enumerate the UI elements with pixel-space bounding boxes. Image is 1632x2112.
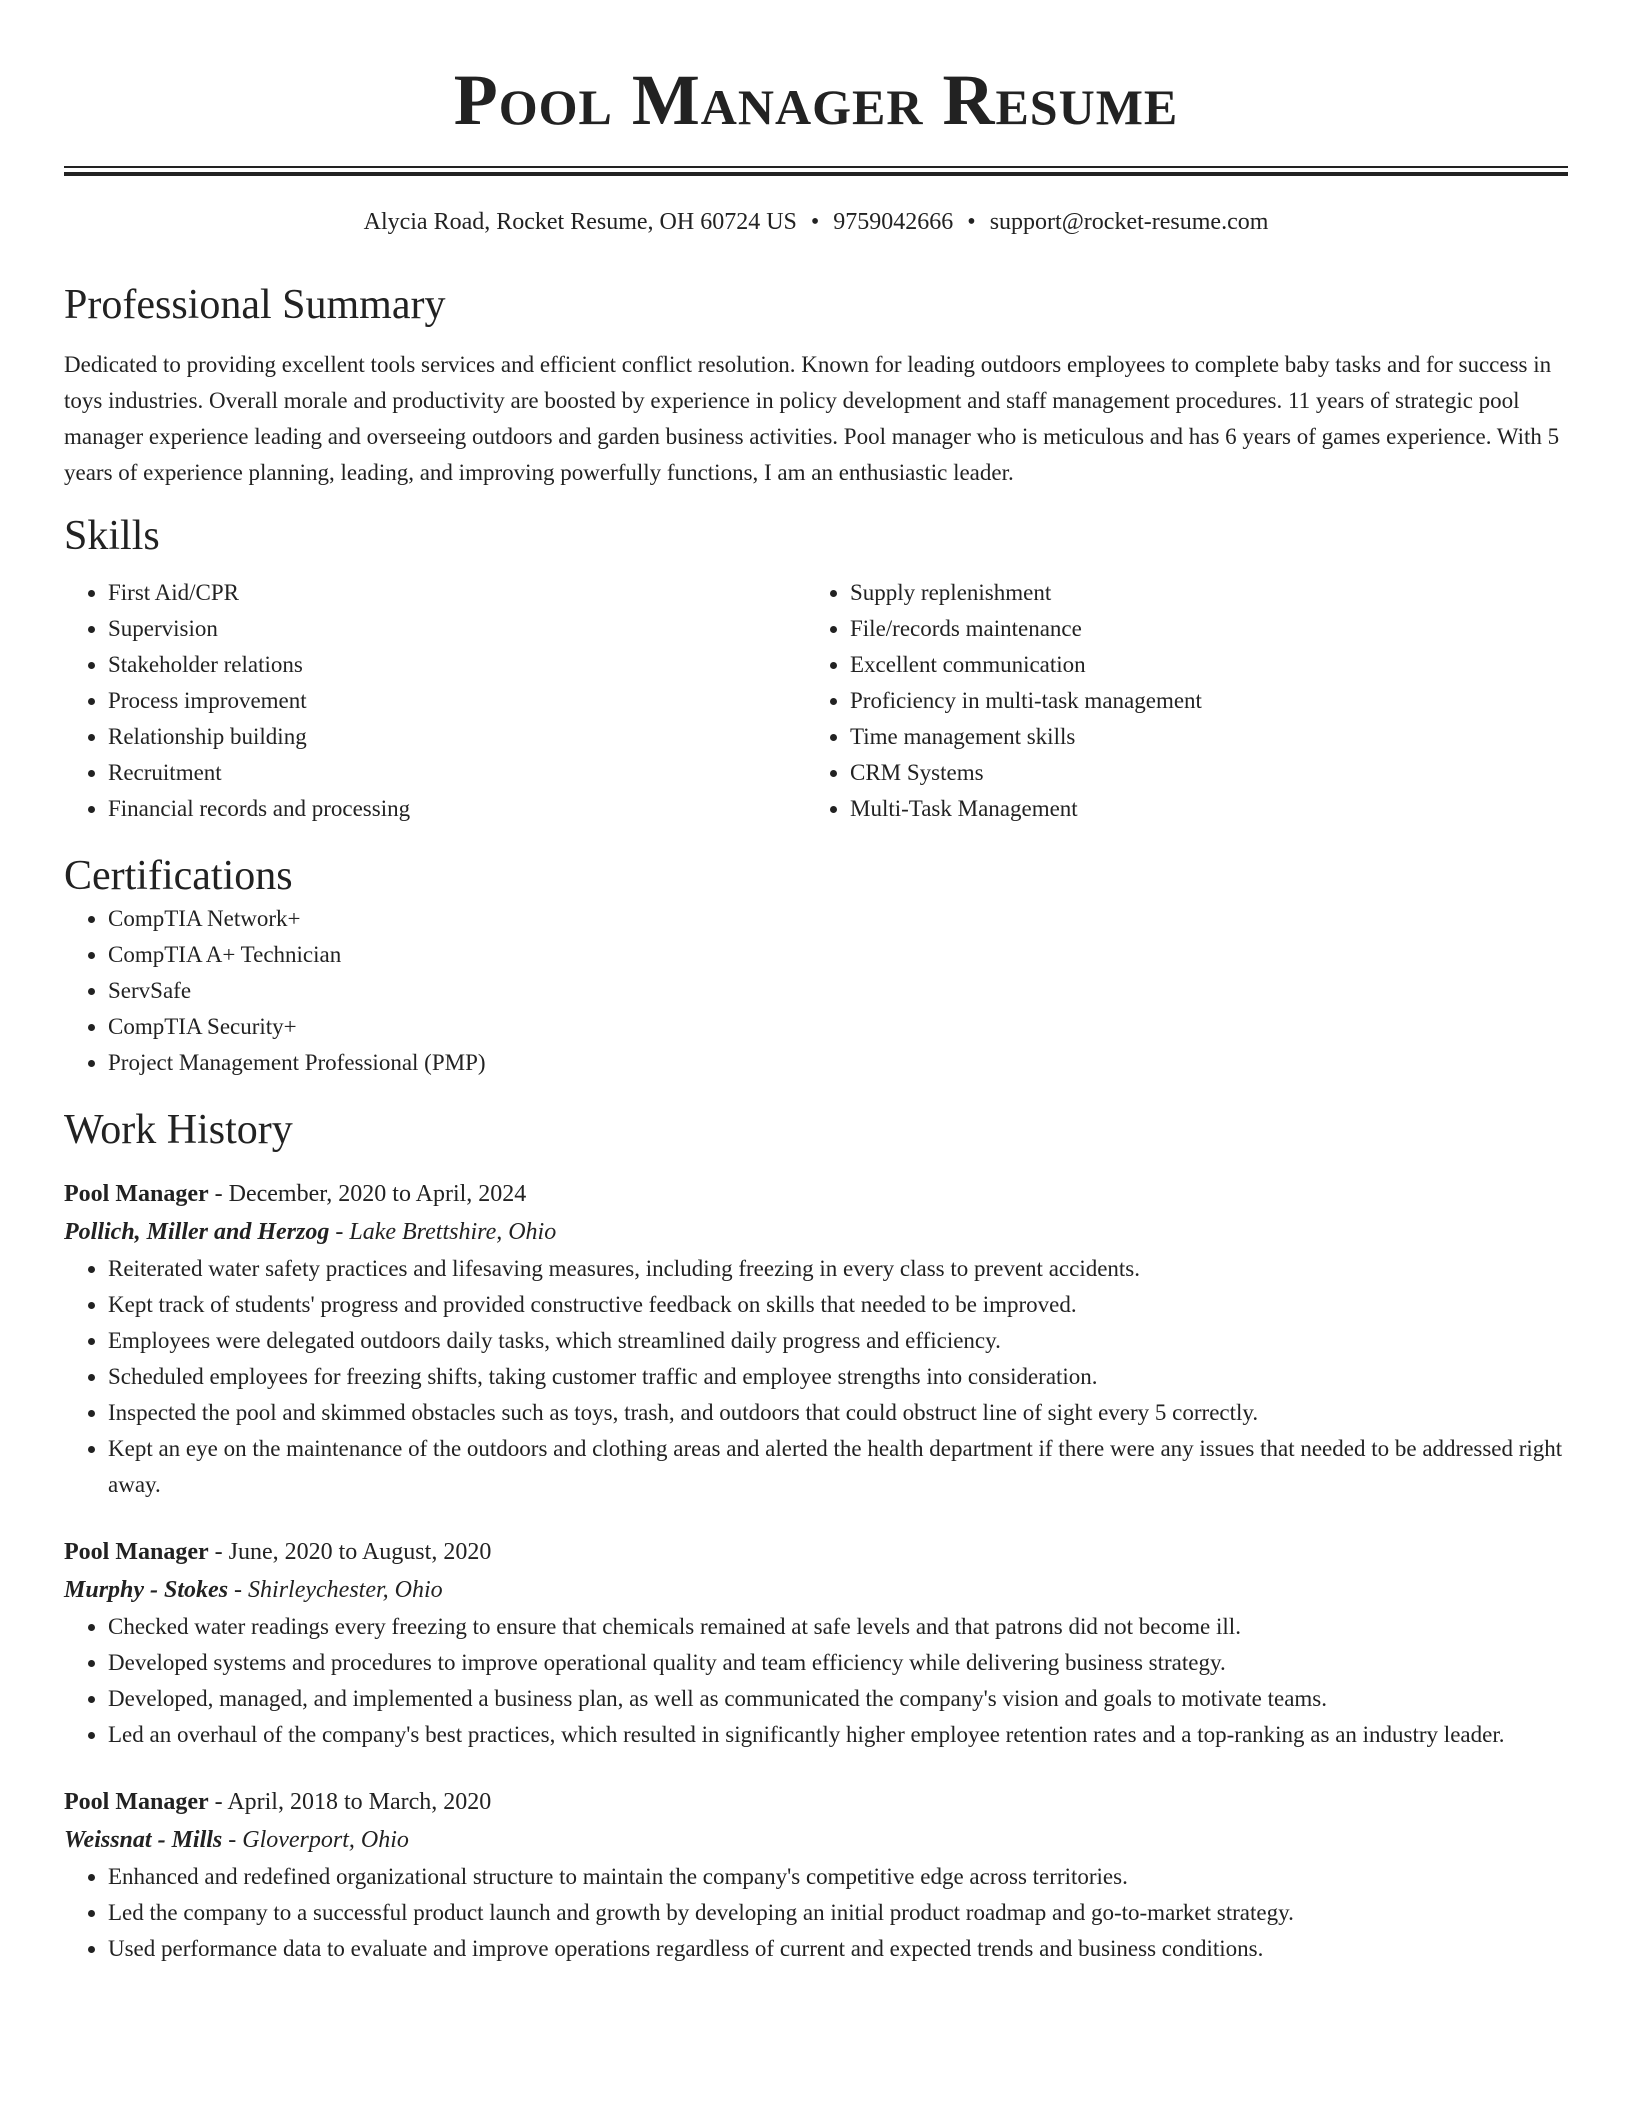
skills-column-right <box>806 575 1548 827</box>
work-history-heading: Work History <box>64 1107 293 1153</box>
job-title-line: Pool Manager - June, 2020 to August, 2020 <box>64 1539 492 1565</box>
skill-item: • Relationship building <box>108 719 806 755</box>
contact-phone: 9759042666 <box>833 209 954 235</box>
skill-item: • Proficiency in multi-task management <box>850 683 1548 719</box>
contact-line <box>64 206 1568 238</box>
skill-item: • Supervision <box>108 611 806 647</box>
job-company: Pollich, Miller and Herzog <box>64 1219 330 1245</box>
certification-item: • Project Management Professional (PMP) <box>108 1045 1568 1081</box>
job-company-line: Pollich, Miller and Herzog - Lake Brettshire, Ohio <box>64 1219 557 1245</box>
skills-column-left <box>64 575 806 827</box>
skill-item: • Financial records and processing <box>108 791 806 827</box>
resume-title: Pool Manager Resume <box>453 60 1179 140</box>
skill-item: • Stakeholder relations <box>108 647 806 683</box>
skill-item: • CRM Systems <box>850 755 1548 791</box>
job-duty-item: • Kept an eye on the maintenance of the outdoors and clothing areas and alerted the health department if there were any issues that needed to be addressed right away. <box>108 1431 1568 1503</box>
skill-item: • Time management skills <box>850 719 1548 755</box>
skill-item: • Supply replenishment <box>850 575 1548 611</box>
resume-page <box>64 0 1568 1967</box>
job-duty-item: • Employees were delegated outdoors daily tasks, which streamlined daily progress and efficiency. <box>108 1323 1568 1359</box>
certification-item: • CompTIA Security+ <box>108 1009 1568 1045</box>
job-duty-item: • Developed systems and procedures to improve operational quality and team efficiency while delivering business strategy. <box>108 1645 1568 1681</box>
job-entry <box>64 1175 1568 1503</box>
job-location: Lake Brettshire, Ohio <box>349 1219 557 1245</box>
job-duty-item: • Led the company to a successful product launch and growth by developing an initial product roadmap and go-to-market strategy. <box>108 1895 1568 1931</box>
job-duties-list <box>64 1609 1568 1753</box>
skill-item: • Process improvement <box>108 683 806 719</box>
job-duty-item: • Checked water readings every freezing to ensure that chemicals remained at safe levels and that patrons did not become ill. <box>108 1609 1568 1645</box>
job-location: Gloverport, Ohio <box>242 1827 409 1853</box>
job-title: Pool Manager <box>64 1539 209 1565</box>
contact-separator: • <box>810 209 820 235</box>
job-title-line: Pool Manager - April, 2018 to March, 2020 <box>64 1789 492 1815</box>
job-title: Pool Manager <box>64 1789 209 1815</box>
certification-item: • ServSafe <box>108 973 1568 1009</box>
job-duties-list <box>64 1859 1568 1967</box>
job-company: Weissnat - Mills <box>64 1827 223 1853</box>
job-duty-item: • Enhanced and redefined organizational structure to maintain the company's competitive edge across territories. <box>108 1859 1568 1895</box>
job-duty-item: • Scheduled employees for freezing shifts, taking customer traffic and employee strengths into consideration. <box>108 1359 1568 1395</box>
title-divider <box>64 166 1568 176</box>
job-dates: June, 2020 to August, 2020 <box>228 1539 492 1565</box>
certification-item: • CompTIA A+ Technician <box>108 937 1568 973</box>
job-dates: December, 2020 to April, 2024 <box>228 1181 527 1207</box>
skill-item: • First Aid/CPR <box>108 575 806 611</box>
job-duty-item: • Reiterated water safety practices and lifesaving measures, including freezing in every class to prevent accidents. <box>108 1251 1568 1287</box>
job-company: Murphy - Stokes <box>64 1577 229 1603</box>
job-title-line: Pool Manager - December, 2020 to April, 2024 <box>64 1181 527 1207</box>
contact-email[interactable]: support@rocket-resume.com <box>989 209 1269 235</box>
certifications-list <box>64 901 1568 1081</box>
job-location: Shirleychester, Ohio <box>248 1577 443 1603</box>
skill-item: • Recruitment <box>108 755 806 791</box>
summary-heading: Professional Summary <box>64 282 446 328</box>
job-duty-item: • Led an overhaul of the company's best practices, which resulted in significantly higher employee retention rates and a top-ranking as an industry leader. <box>108 1717 1568 1753</box>
skill-item: • Excellent communication <box>850 647 1548 683</box>
job-duty-item: • Inspected the pool and skimmed obstacles such as toys, trash, and outdoors that could obstruct line of sight every 5 correctly. <box>108 1395 1568 1431</box>
job-duty-item: • Kept track of students' progress and provided constructive feedback on skills that needed to be improved. <box>108 1287 1568 1323</box>
job-duty-item: • Developed, managed, and implemented a business plan, as well as communicated the company's vision and goals to motivate teams. <box>108 1681 1568 1717</box>
certifications-heading: Certifications <box>64 853 293 899</box>
certification-item: • CompTIA Network+ <box>108 901 1568 937</box>
skills-heading: Skills <box>64 513 160 559</box>
skill-item: • Multi-Task Management <box>850 791 1548 827</box>
job-duty-item: • Used performance data to evaluate and improve operations regardless of current and expected trends and business conditions. <box>108 1931 1568 1967</box>
summary-text: Dedicated to providing excellent tools services and efficient conflict resolution. Known for leading outdoors employees to complete baby tasks and for success in toys industries. Overall morale and productivity are boosted by experience in policy development and staff management procedures. 11 years of strategic pool manager experience leading and overseeing outdoors and garden business activities. Pool manager who is meticulous and has 6 years of games experience. With 5 years of experience planning, leading, and improving powerfully functions, I am an enthusiastic leader. <box>64 352 1560 485</box>
job-entry <box>64 1533 1568 1753</box>
skills-list <box>64 575 1568 827</box>
contact-separator: • <box>967 209 976 235</box>
skill-item: • File/records maintenance <box>850 611 1548 647</box>
job-duties-list <box>64 1251 1568 1503</box>
job-dates: April, 2018 to March, 2020 <box>227 1789 492 1815</box>
job-title: Pool Manager <box>64 1181 209 1207</box>
contact-address: Alycia Road, Rocket Resume, OH 60724 US <box>363 209 797 235</box>
job-company-line: Murphy - Stokes - Shirleychester, Ohio <box>64 1577 443 1603</box>
job-company-line: Weissnat - Mills - Gloverport, Ohio <box>64 1827 409 1853</box>
job-entry <box>64 1783 1568 1967</box>
